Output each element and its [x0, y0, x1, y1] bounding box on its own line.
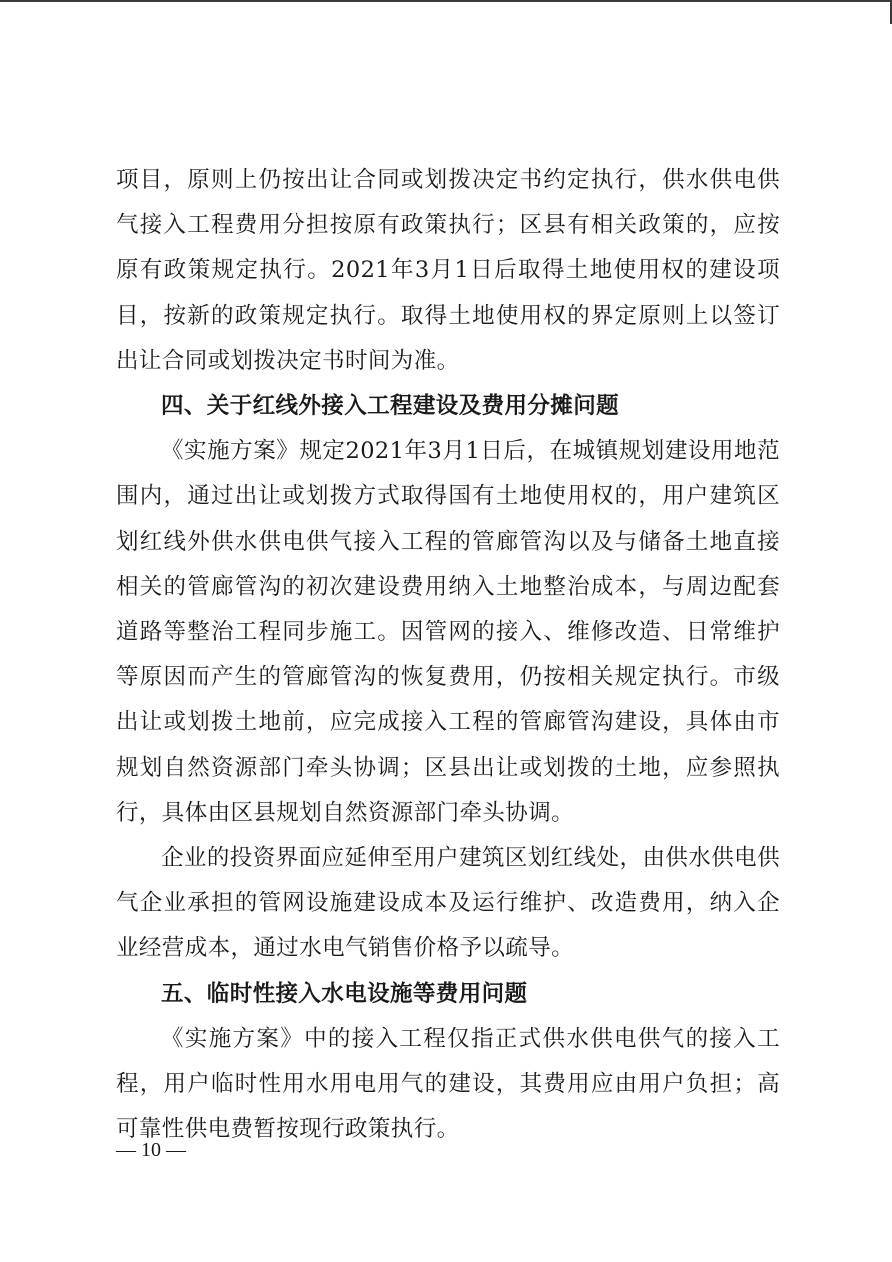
paragraph-investment-interface: 企业的投资界面应延伸至用户建筑区划红线处，由供水供电供气企业承担的管网设施建设成本及运行维护、改造费用，纳入企业经营成本，通过水电气销售价格予以疏导。 [116, 845, 780, 962]
section-heading-4: 四、关于红线外接入工程建设及费用分摊问题 [161, 393, 620, 420]
top-border-line [0, 0, 892, 2]
page-number: — 10 — [116, 1139, 186, 1161]
paragraph-continuation: 项目，原则上仍按出让合同或划拨决定书约定执行，供水供电供气接入工程费用分担按原有政策执行；区县有相关政策的，应按原有政策规定执行。2021年3月1日后取得土地使用权的建设项目，按新的政策规定执行。取得土地使用权的界定原则上以签订出让合同或划拨决定书时间为准。 [116, 167, 780, 374]
paragraph-temporary-access: 《实施方案》中的接入工程仅指正式供水供电供气的接入工程，用户临时性用水用电用气的建设，其费用应由用户负担；高可靠性供电费暂按现行政策执行。 [116, 1025, 780, 1143]
document-body [116, 158, 780, 1152]
section-heading-5: 五、临时性接入水电设施等费用问题 [161, 980, 528, 1007]
paragraph-red-line-construction: 《实施方案》规定2021年3月1日后，在城镇规划建设用地范围内，通过出让或划拨方式取得国有土地使用权的，用户建筑区划红线外供水供电供气接入工程的管廊管沟以及与储备土地直接相关的管廊管沟的初次建设费用纳入土地整治成本，与周边配套道路等整治工程同步施工。因管网的接入、维修改造、日常维护等原因而产生的管廊管沟的恢复费用，仍按相关规定执行。市级出让或划拨土地前，应完成接入工程的管廊管沟建设，具体由市规划自然资源部门牵头协调；区县出让或划拨的土地，应参照执行，具体由区县规划自然资源部门牵头协调。 [116, 438, 780, 826]
